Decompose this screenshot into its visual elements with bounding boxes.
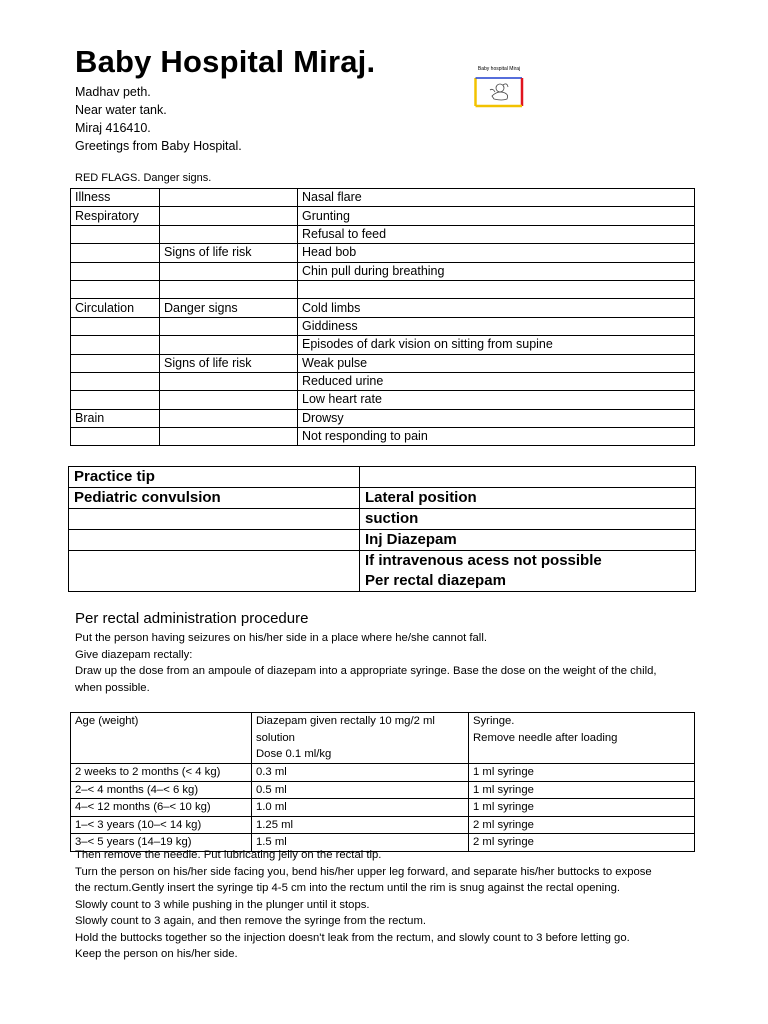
- age-cell: 4–< 12 months (6–< 10 kg): [71, 799, 252, 817]
- step-line: the rectum.Gently insert the syringe tip 4-5 cm into the rectum until the rim is snug against the rectal opening.: [75, 882, 621, 894]
- illness-cell: [71, 428, 160, 446]
- illness-cell: [71, 280, 160, 298]
- procedure-steps: [75, 847, 700, 963]
- illness-cell: [71, 354, 160, 372]
- illness-cell: [71, 225, 160, 243]
- condition-cell: [69, 530, 360, 551]
- sign-cell: Weak pulse: [298, 354, 695, 372]
- table-row: [71, 816, 695, 834]
- condition-cell: [69, 551, 360, 592]
- table-row: [71, 207, 695, 225]
- table-row: [71, 262, 695, 280]
- table-row: [71, 428, 695, 446]
- action-cell: Inj Diazepam: [360, 530, 696, 551]
- table-row: [69, 551, 696, 592]
- table-row: [71, 372, 695, 390]
- step-line: Slowly count to 3 while pushing in the plunger until it stops.: [75, 898, 370, 911]
- condition-cell: Practice tip: [69, 467, 360, 488]
- intro-line: Put the person having seizures on his/her side in a place where he/she cannot fall.: [75, 632, 487, 644]
- action-cell: [360, 467, 696, 488]
- category-cell: [160, 428, 298, 446]
- table-row: [71, 764, 695, 782]
- step-line: Keep the person on his/her side.: [75, 948, 238, 960]
- category-cell: [160, 189, 298, 207]
- step-line: Then remove the needle. Put lubricating jelly on the rectal tip.: [75, 849, 382, 861]
- syringe-cell: 2 ml syringe: [469, 816, 695, 834]
- dose-table: [70, 712, 695, 852]
- sign-cell: Head bob: [298, 244, 695, 262]
- dose-header: Diazepam given rectally 10 mg/2 ml solution Dose 0.1 ml/kg: [252, 713, 469, 764]
- sign-cell: Refusal to feed: [298, 225, 695, 243]
- table-row: [69, 509, 696, 530]
- syringe-header: Syringe. Remove needle after loading: [469, 713, 695, 764]
- illness-cell: Brain: [71, 409, 160, 427]
- action-cell: If intravenous acess not possible Per rectal diazepam: [360, 551, 696, 592]
- intro-line: Draw up the dose from an ampoule of diazepam into a appropriate syringe. Base the dose on the weight of the child,: [75, 665, 657, 677]
- sign-cell: Reduced urine: [298, 372, 695, 390]
- dose-cell: 1.5 ml: [252, 834, 469, 852]
- illness-cell: Circulation: [71, 299, 160, 317]
- red-flags-label: RED FLAGS. Danger signs.: [75, 172, 212, 184]
- sign-cell: Episodes of dark vision on sitting from supine: [298, 336, 695, 354]
- table-row: [69, 467, 696, 488]
- table-row: [71, 280, 695, 298]
- table-row: [71, 299, 695, 317]
- condition-cell: [69, 509, 360, 530]
- sign-cell: Not responding to pain: [298, 428, 695, 446]
- step-line: Hold the buttocks together so the injection doesn't leak from the rectum, and slowly count to 3 before letting go.: [75, 931, 630, 944]
- procedure-intro: [75, 630, 700, 696]
- category-cell: [160, 391, 298, 409]
- illness-cell: [71, 262, 160, 280]
- condition-cell: Pediatric convulsion: [69, 488, 360, 509]
- intro-line: Give diazepam rectally:: [75, 648, 193, 661]
- category-cell: Danger signs: [160, 299, 298, 317]
- hospital-logo: [474, 66, 524, 108]
- address-line: Near water tank.: [75, 103, 167, 117]
- red-flags-table: [70, 188, 695, 446]
- category-cell: [160, 317, 298, 335]
- category-cell: [160, 280, 298, 298]
- syringe-cell: 1 ml syringe: [469, 764, 695, 782]
- table-row: [69, 530, 696, 551]
- age-cell: 1–< 3 years (10–< 14 kg): [71, 816, 252, 834]
- address-line: Madhav peth.: [75, 85, 151, 99]
- syringe-cell: 2 ml syringe: [469, 834, 695, 852]
- syringe-cell: 1 ml syringe: [469, 781, 695, 799]
- address-block: [75, 83, 242, 155]
- table-row: [71, 799, 695, 817]
- action-cell: suction: [360, 509, 696, 530]
- illness-cell: [71, 372, 160, 390]
- dose-cell: 0.3 ml: [252, 764, 469, 782]
- table-row: [71, 391, 695, 409]
- table-row: [71, 781, 695, 799]
- dose-cell: 0.5 ml: [252, 781, 469, 799]
- table-row: [71, 189, 695, 207]
- illness-cell: [71, 336, 160, 354]
- sign-cell: Low heart rate: [298, 391, 695, 409]
- table-header-row: [71, 713, 695, 764]
- logo-text: Baby hospital Miraj: [477, 66, 521, 72]
- illness-cell: [71, 317, 160, 335]
- illness-cell: [71, 244, 160, 262]
- table-row: [69, 488, 696, 509]
- baby-icon: [490, 84, 508, 100]
- table-row: [71, 354, 695, 372]
- logo-frame: [474, 66, 524, 108]
- step-line: Slowly count to 3 again, and then remove the syringe from the rectum.: [75, 915, 427, 927]
- table-row: [71, 225, 695, 243]
- sign-cell: Drowsy: [298, 409, 695, 427]
- action-cell: Lateral position: [360, 488, 696, 509]
- sign-cell: Grunting: [298, 207, 695, 225]
- table-row: [71, 244, 695, 262]
- table-row: [71, 317, 695, 335]
- table-row: [71, 336, 695, 354]
- category-cell: Signs of life risk: [160, 244, 298, 262]
- step-line: Turn the person on his/her side facing you, bend his/her upper leg forward, and separate his/her buttocks to expose: [75, 865, 652, 878]
- illness-cell: Respiratory: [71, 207, 160, 225]
- category-cell: [160, 409, 298, 427]
- dose-cell: 1.25 ml: [252, 816, 469, 834]
- age-cell: 2–< 4 months (4–< 6 kg): [71, 781, 252, 799]
- sign-cell: Cold limbs: [298, 299, 695, 317]
- intro-line: when possible.: [75, 681, 150, 694]
- category-cell: [160, 262, 298, 280]
- age-header: Age (weight): [71, 713, 252, 764]
- category-cell: [160, 336, 298, 354]
- page-title: Baby Hospital Miraj.: [75, 44, 376, 79]
- category-cell: [160, 225, 298, 243]
- syringe-cell: 1 ml syringe: [469, 799, 695, 817]
- category-cell: [160, 372, 298, 390]
- sign-cell: [298, 280, 695, 298]
- sign-cell: Nasal flare: [298, 189, 695, 207]
- illness-cell: [71, 391, 160, 409]
- sign-cell: Chin pull during breathing: [298, 262, 695, 280]
- table-row: [71, 409, 695, 427]
- procedure-heading: Per rectal administration procedure: [75, 610, 309, 627]
- dose-cell: 1.0 ml: [252, 799, 469, 817]
- illness-cell: Illness: [71, 189, 160, 207]
- sign-cell: Giddiness: [298, 317, 695, 335]
- age-cell: 2 weeks to 2 months (< 4 kg): [71, 764, 252, 782]
- address-line: Miraj 416410.: [75, 121, 151, 135]
- category-cell: [160, 207, 298, 225]
- category-cell: Signs of life risk: [160, 354, 298, 372]
- practice-tip-table: [68, 466, 696, 592]
- greeting-line: Greetings from Baby Hospital.: [75, 139, 242, 153]
- age-cell: 3–< 5 years (14–19 kg): [71, 834, 252, 852]
